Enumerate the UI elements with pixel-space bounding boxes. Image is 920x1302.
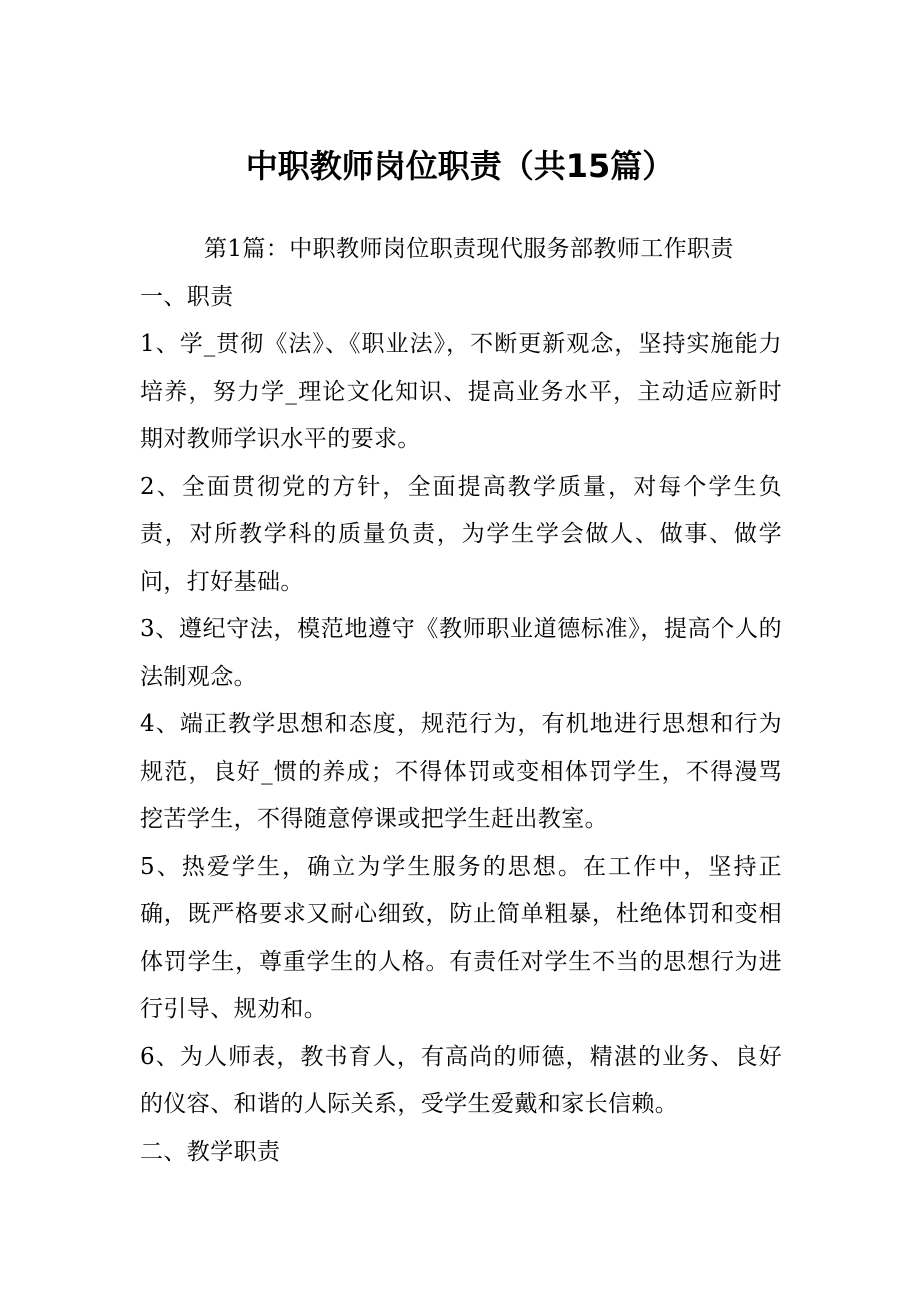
- duty-item-3: 3、遵纪守法，模范地遵守《教师职业道德标准》，提高个人的法制观念。: [140, 616, 782, 690]
- section-heading-part1: 第1篇：中职教师岗位职责现代服务部教师工作职责: [204, 236, 734, 262]
- heading-teaching-duties: 二、教学职责: [140, 1138, 281, 1165]
- duty-item-6: 6、为人师表，教书育人，有高尚的师德，精湛的业务、良好的仪容、和谐的人际关系，受学生爱戴和家长信赖。: [140, 1043, 782, 1117]
- document-body: [140, 226, 782, 1176]
- duty-item-2: 2、全面贯彻党的方针，全面提高教学质量，对每个学生负责，对所教学科的质量负责，为学生学会做人、做事、做学问，打好基础。: [140, 473, 782, 595]
- duty-item-5: 5、热爱学生，确立为学生服务的思想。在工作中，坚持正确，既严格要求又耐心细致，防止简单粗暴，杜绝体罚和变相体罚学生，尊重学生的人格。有责任对学生不当的思想行为进行引导、规劝和。: [140, 853, 782, 1022]
- heading-duties: 一、职责: [140, 283, 234, 310]
- duty-item-1: 1、学_贯彻《法》、《职业法》，不断更新观念，坚持实施能力培养，努力学_理论文化知识、提高业务水平，主动适应新时期对教师学识水平的要求。: [140, 331, 782, 452]
- duty-item-4: 4、端正教学思想和态度，规范行为，有机地进行思想和行为规范，良好_惯的养成；不得体罚或变相体罚学生，不得漫骂挖苦学生，不得随意停课或把学生赶出教室。: [140, 711, 782, 832]
- document-title: 中职教师岗位职责（共15篇）: [245, 147, 675, 185]
